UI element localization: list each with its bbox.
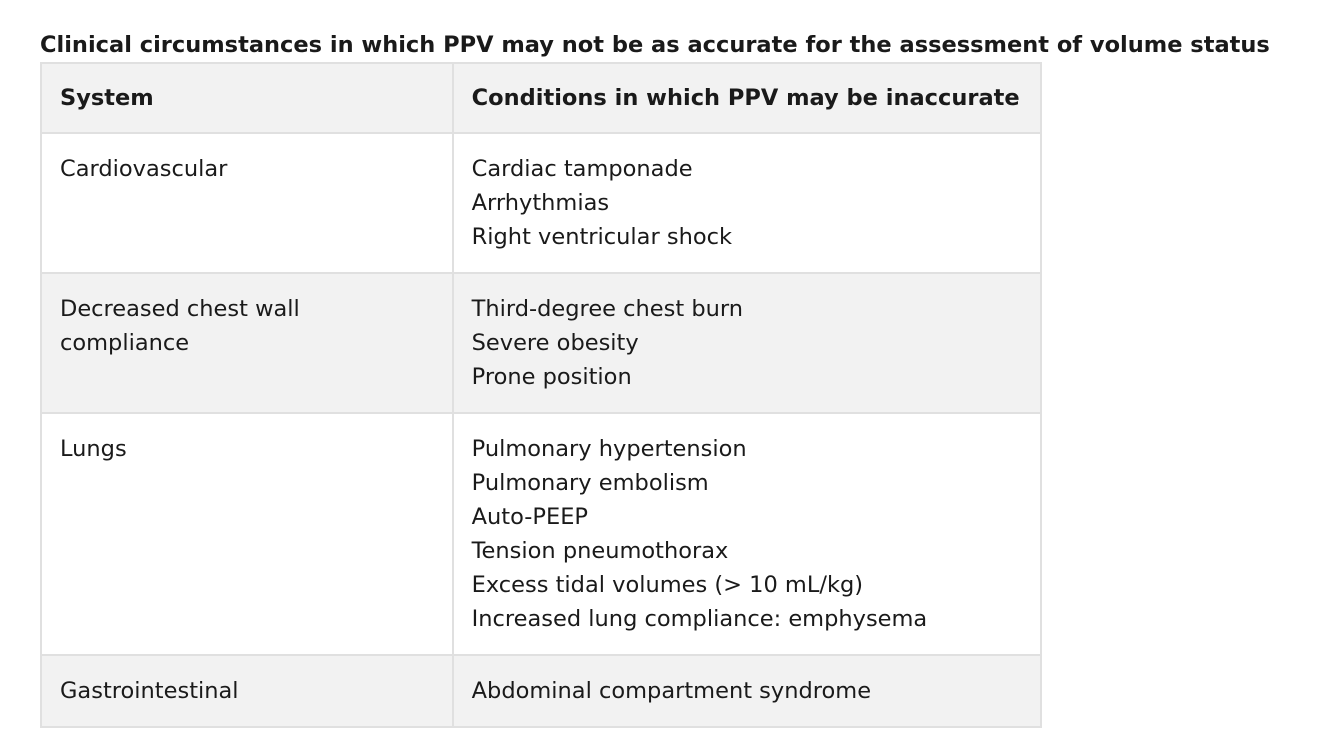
conditions-cell — [453, 133, 1041, 273]
condition-item: Cardiac tamponade — [471, 156, 693, 182]
header-system: System — [41, 63, 453, 133]
condition-item: Abdominal compartment syndrome — [471, 678, 872, 704]
table-caption: Clinical circumstances in which PPV may not be as accurate for the assessment of volume status — [40, 32, 1270, 58]
table-row — [41, 413, 1041, 655]
system-cell: Decreased chest wall compliance — [41, 273, 453, 413]
condition-item: Right ventricular shock — [471, 224, 733, 250]
condition-item: Arrhythmias — [471, 190, 610, 216]
condition-item: Third-degree chest burn — [471, 296, 743, 322]
condition-item: Pulmonary embolism — [471, 470, 709, 496]
table-row — [41, 273, 1041, 413]
table-header-row — [41, 63, 1041, 133]
header-conditions: Conditions in which PPV may be inaccurate — [453, 63, 1041, 133]
conditions-cell — [453, 655, 1041, 727]
system-cell: Gastrointestinal — [41, 655, 453, 727]
ppv-conditions-table — [40, 62, 1042, 728]
table-row — [41, 133, 1041, 273]
table-row — [41, 655, 1041, 727]
system-cell: Lungs — [41, 413, 453, 655]
system-cell: Cardiovascular — [41, 133, 453, 273]
condition-item: Excess tidal volumes (> 10 mL/kg) — [471, 572, 864, 598]
condition-item: Pulmonary hypertension — [471, 436, 747, 462]
conditions-cell — [453, 413, 1041, 655]
condition-item: Tension pneumothorax — [471, 538, 729, 564]
condition-item: Prone position — [471, 364, 632, 390]
condition-item: Auto-PEEP — [471, 504, 588, 530]
condition-item: Severe obesity — [471, 330, 639, 356]
condition-item: Increased lung compliance: emphysema — [471, 606, 928, 632]
conditions-cell — [453, 273, 1041, 413]
